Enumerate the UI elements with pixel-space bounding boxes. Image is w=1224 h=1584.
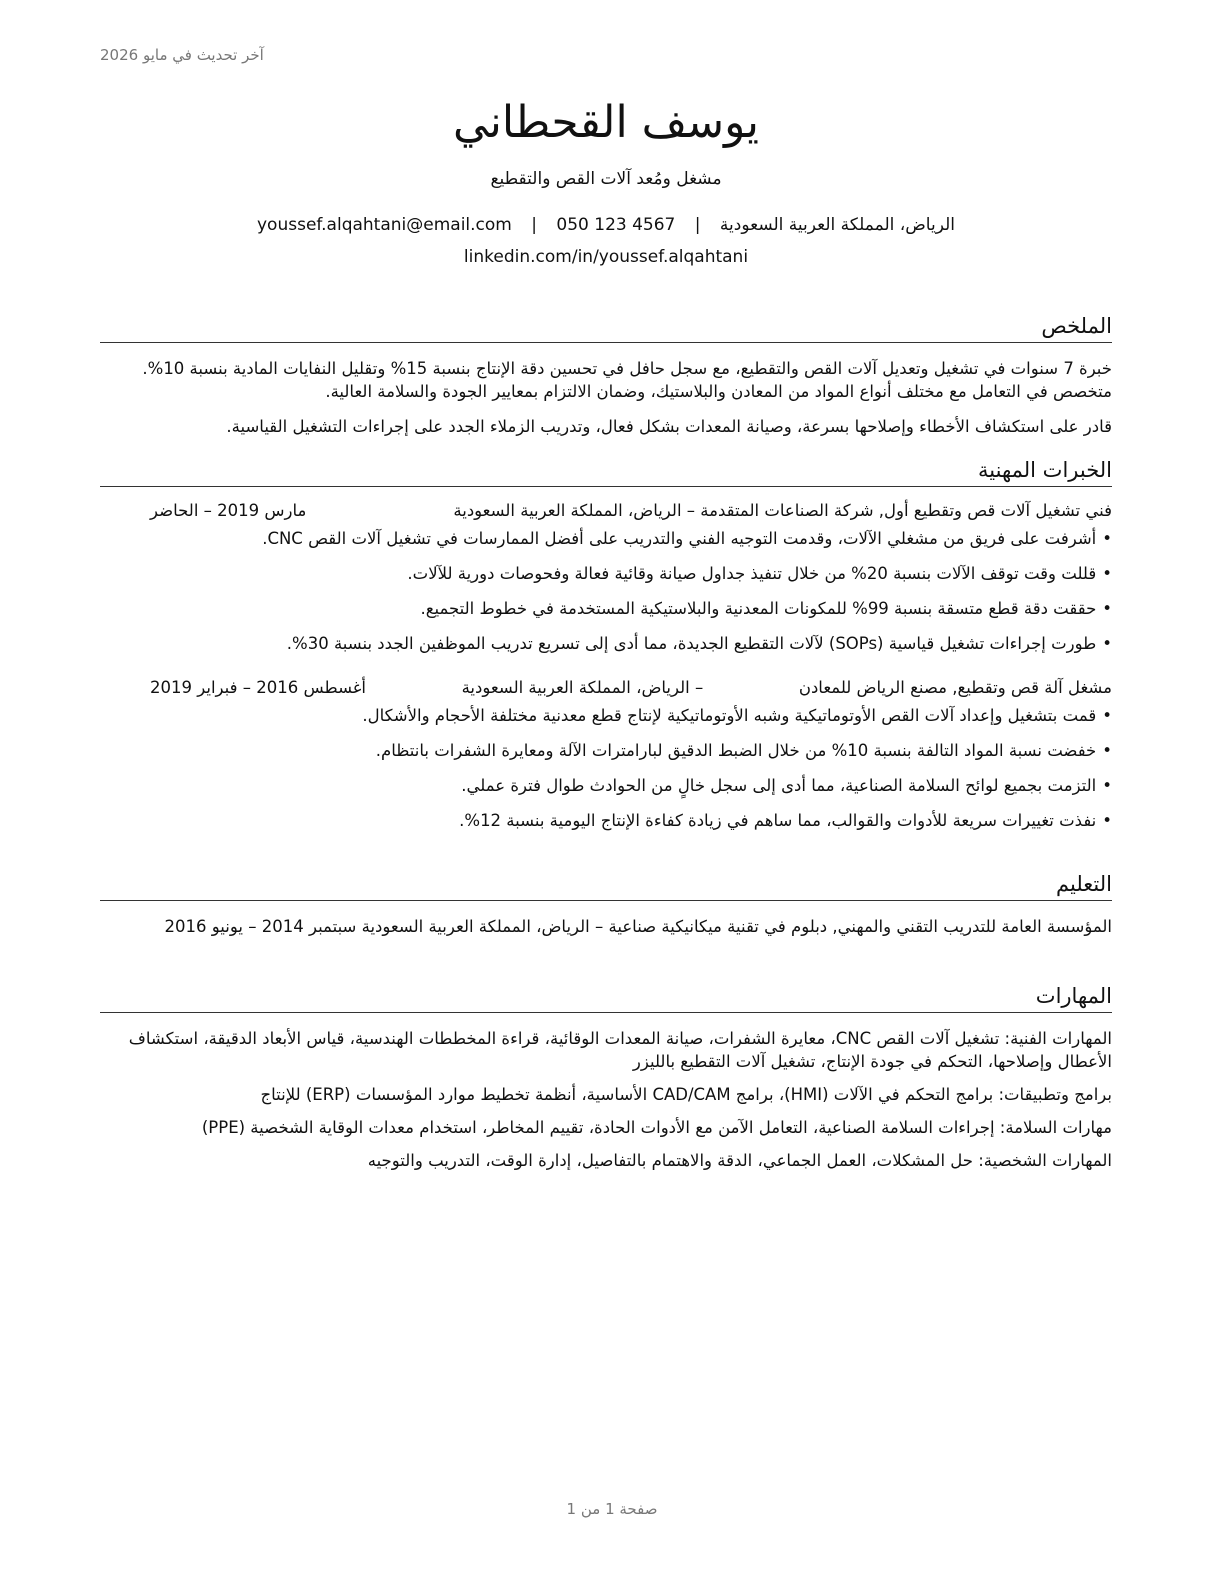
experience-heading: الخبرات المهنية xyxy=(100,455,1112,487)
skills-section xyxy=(100,981,1112,1172)
contact-linkedin[interactable]: linkedin.com/in/youssef.alqahtani xyxy=(463,247,749,267)
contact-separator: | xyxy=(531,215,537,235)
summary-paragraph: خبرة 7 سنوات في تشغيل وتعديل آلات القص والتقطيع، مع سجل حافل في تحسين دقة الإنتاج بنسبة 15% وتقليل النفايات المادية بنسبة 10%. متخصص في التعامل مع مختلف أنواع المواد من المعادن والبلاستيك، وضمان الالتزام بمعايير الجودة والسلامة العالية. xyxy=(142,359,1112,401)
job-bullets xyxy=(100,704,1112,833)
bullet-dot-icon: • xyxy=(1102,811,1112,830)
candidate-name: يوسف القحطاني xyxy=(452,97,760,148)
bullet-dot-icon: • xyxy=(1102,741,1112,760)
candidate-title: مشغل ومُعد آلات القص والتقطيع xyxy=(490,169,722,189)
job-header xyxy=(100,676,1112,700)
job-role: فني تشغيل آلات قص وتقطيع أول, شركة الصناعات المتقدمة – الرياض، المملكة العربية السعودية xyxy=(453,501,1112,520)
contact-line xyxy=(100,212,1112,238)
education-heading: التعليم xyxy=(100,869,1112,901)
job-bullets xyxy=(100,527,1112,656)
skills-line: المهارات الشخصية: حل المشكلات، العمل الجماعي، الدقة والاهتمام بالتفاصيل، إدارة الوقت، التدريب والتوجيه xyxy=(367,1151,1112,1170)
bullet-dot-icon: • xyxy=(1102,706,1112,725)
contact-location: الرياض، المملكة العربية السعودية xyxy=(719,215,955,235)
job-bullet: •قللت وقت توقف الآلات بنسبة 20% من خلال تنفيذ جداول صيانة وقائية فعالة وفحوصات دورية للآلات. xyxy=(100,562,1112,586)
job-bullet: •أشرفت على فريق من مشغلي الآلات، وقدمت التوجيه الفني والتدريب على أفضل الممارسات في تشغيل آلات القص CNC. xyxy=(100,527,1112,551)
job-entry xyxy=(100,676,1112,833)
job-bullet: •خفضت نسبة المواد التالفة بنسبة 10% من خلال الضبط الدقيق لبارامترات الآلة ومعايرة الشفرات بانتظام. xyxy=(100,739,1112,763)
education-entry: المؤسسة العامة للتدريب التقني والمهني, دبلوم في تقنية ميكانيكية صناعية – الرياض، المملكة العربية السعودية سبتمبر 2014 – يونيو 2016 xyxy=(164,917,1112,936)
resume-header xyxy=(100,92,1112,270)
summary-section xyxy=(100,311,1112,438)
job-bullet: •التزمت بجميع لوائح السلامة الصناعية، مما أدى إلى سجل خالٍ من الحوادث طوال فترة عملي. xyxy=(100,774,1112,798)
job-location xyxy=(306,499,453,523)
contact-phone: 050 123 4567 xyxy=(556,215,676,235)
job-bullet: •نفذت تغييرات سريعة للأدوات والقوالب، مما ساهم في زيادة كفاءة الإنتاج اليومية بنسبة 12%. xyxy=(100,809,1112,833)
job-bullet: •طورت إجراءات تشغيل قياسية (SOPs) لآلات التقطيع الجديدة، مما أدى إلى تسريع تدريب الموظفين الجدد بنسبة 30%. xyxy=(100,632,1112,656)
contact-linkedin-line xyxy=(100,244,1112,270)
skills-heading: المهارات xyxy=(100,981,1112,1013)
job-header xyxy=(100,499,1112,523)
job-dates: مارس 2019 – الحاضر xyxy=(150,501,307,520)
bullet-dot-icon: • xyxy=(1102,634,1112,653)
skills-line: المهارات الفنية: تشغيل آلات القص CNC، معايرة الشفرات، صيانة المعدات الوقائية، قراءة المخططات الهندسية، قياس الأبعاد الدقيقة، استكشاف الأعطال وإصلاحها، التحكم في جودة الإنتاج، تشغيل آلات التقطيع بالليزر xyxy=(128,1029,1112,1071)
skills-line: مهارات السلامة: إجراءات السلامة الصناعية، التعامل الآمن مع الأدوات الحادة، تقييم المخاطر، استخدام معدات الوقاية الشخصية (PPE) xyxy=(201,1118,1112,1137)
job-role: مشغل آلة قص وتقطيع, مصنع الرياض للمعادن xyxy=(798,678,1112,697)
summary-paragraph: قادر على استكشاف الأخطاء وإصلاحها بسرعة، وصيانة المعدات بشكل فعال، وتدريب الزملاء الجدد على إجراءات التشغيل القياسية. xyxy=(226,417,1112,436)
job-entry xyxy=(100,499,1112,656)
bullet-dot-icon: • xyxy=(1102,776,1112,795)
resume-page xyxy=(100,0,1112,1584)
job-bullet: •قمت بتشغيل وإعداد آلات القص الأوتوماتيكية وشبه الأوتوماتيكية لإنتاج قطع معدنية مختلفة الأحجام والأشكال. xyxy=(100,704,1112,728)
summary-heading: الملخص xyxy=(100,311,1112,343)
experience-section xyxy=(100,455,1112,844)
page-number: صفحة 1 من 1 xyxy=(566,1500,658,1518)
bullet-dot-icon: • xyxy=(1102,599,1112,618)
job-location: – الرياض، المملكة العربية السعودية xyxy=(461,678,704,697)
education-section xyxy=(100,869,1112,939)
job-dates: أغسطس 2016 – فبراير 2019 xyxy=(150,678,366,697)
bullet-dot-icon: • xyxy=(1102,564,1112,583)
last-updated: آخر تحديث في مايو 2026 xyxy=(100,46,264,64)
skills-line: برامج وتطبيقات: برامج التحكم في الآلات (HMI)، برامج CAD/CAM الأساسية، أنظمة تخطيط موارد المؤسسات (ERP) للإنتاج xyxy=(260,1085,1112,1104)
contact-separator: | xyxy=(694,215,701,235)
job-bullet: •حققت دقة قطع متسقة بنسبة 99% للمكونات المعدنية والبلاستيكية المستخدمة في خطوط التجميع. xyxy=(100,597,1112,621)
bullet-dot-icon: • xyxy=(1102,529,1112,548)
contact-email[interactable]: youssef.alqahtani@email.com xyxy=(257,215,512,235)
